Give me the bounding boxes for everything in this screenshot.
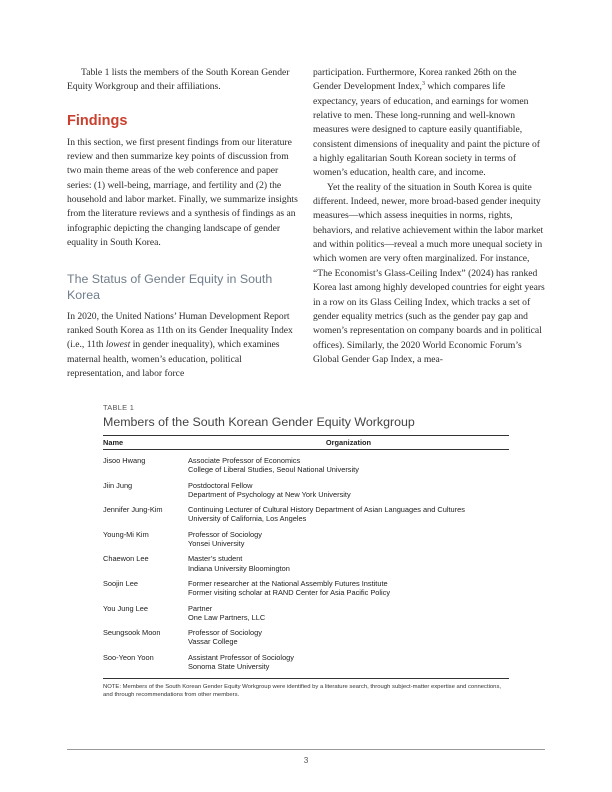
member-organization: [188, 628, 509, 647]
organization-line-1: Postdoctoral Fellow: [188, 480, 253, 490]
organization-line-1: Partner: [188, 603, 213, 613]
members-table: [103, 403, 509, 700]
right-paragraph-1: [313, 66, 546, 181]
organization-line-2: Yonsei University: [188, 539, 245, 549]
table-row: [103, 554, 509, 573]
right-paragraph-2: Yet the reality of the situation in South Korea is quite different. Indeed, newer, more broad-based gender inequity measures—which assess inequities in norms, rights, behaviors, and relative achievement within the labor market and within politics—reveal a much more unequal society in which women are very often marginalized. For instance, “The Economist’s Glass-Ceiling Index” (2024) has ranked Korea last among highly developed countries for eight years in a row on its Glass Ceiling Index, which tracks a set of gender equality metrics (such as the gender pay gap and women’s representation on company boards and in political offices). Similarly, the 2020 World Economic Forum’s Global Gender Gap Index, a mea-: [313, 181, 545, 365]
table-row: [103, 604, 509, 623]
table-row: [103, 579, 509, 598]
organization-line-1: Former researcher at the National Assembly Futures Institute: [188, 578, 388, 588]
table-row: [103, 481, 509, 500]
para1-before: participation. Furthermore, Korea ranked 26th on the Gender Development Index,: [313, 67, 517, 93]
member-name: You Jung Lee: [103, 603, 148, 613]
footer-rule: [67, 749, 545, 750]
right-column: [313, 66, 546, 367]
organization-line-2: Indiana University Bloomington: [188, 563, 290, 573]
page-number: 3: [303, 756, 309, 765]
table-row: [103, 653, 509, 672]
header-name: Name: [103, 438, 124, 447]
table-title: Members of the South Korean Gender Equity Workgroup: [103, 415, 415, 429]
header-organization: Organization: [325, 438, 372, 447]
organization-line-2: University of California, Los Angeles: [188, 514, 307, 524]
member-organization: [188, 604, 509, 623]
organization-line-2: Vassar College: [188, 637, 238, 647]
organization-line-2: Former visiting scholar at RAND Center for Asia Pacific Policy: [188, 588, 391, 598]
para1-after: which compares life expectancy, years of education, and earnings for women relative to men. These long-running and well-known measures were designed to capture easily quantifiable, consistent dimensions of inequality and paint the picture of a highly egalitarian South Korean society in terms of women’s education, health care, and income.: [313, 81, 541, 179]
table-row: [103, 505, 509, 524]
status-text-before: In 2020, the United Nations’ Human Development Report ranked South Korea as 11th on its Gender Inequality Index (i.e., 11th: [67, 310, 293, 351]
organization-line-1: Associate Professor of Economics: [188, 456, 301, 465]
table-body: [103, 456, 509, 671]
member-name: Chaewon Lee: [103, 554, 149, 564]
member-name: Jennifer Jung-Kim: [103, 505, 163, 515]
member-name: Young-Mi Kim: [103, 529, 149, 539]
member-organization: [188, 505, 509, 524]
table-label: TABLE 1: [103, 403, 135, 412]
findings-paragraph: In this section, we first present findings from our literature review and then summarize key points of discussion from two main theme areas of the web conference and paper series: (1) well-being, marriage, and fertility and (2) the household and labor market. Finally, we summarize insights from the literature reviews and a synthesis of findings as an infographic depicting the changing landscape of gender equality in South Korea.: [67, 136, 298, 249]
member-organization: [188, 456, 509, 475]
organization-line-2: Department of Psychology at New York University: [188, 489, 351, 499]
status-heading: The Status of Gender Equity in South Korea: [67, 272, 273, 303]
member-organization: [188, 481, 509, 500]
organization-line-1: Assistant Professor of Sociology: [188, 652, 294, 662]
organization-line-1: Professor of Sociology: [188, 628, 262, 638]
organization-line-1: Professor of Sociology: [188, 529, 262, 539]
table-row: [103, 456, 509, 475]
member-name: Jisoo Hwang: [103, 456, 146, 465]
member-organization: [188, 530, 509, 549]
organization-line-1: Continuing Lecturer of Cultural History Department of Asian Languages and Cultures: [188, 505, 465, 515]
member-name: Soojin Lee: [103, 578, 138, 588]
member-name: Seungsook Moon: [103, 628, 161, 638]
table-header-row: [103, 436, 509, 450]
table-row: [103, 530, 509, 549]
status-text-after: in gender inequality), which examines maternal health, women’s education, political representation, and labor force: [67, 339, 280, 379]
member-name: Soo-Yeon Yoon: [103, 652, 154, 662]
organization-line-1: Master’s student: [188, 554, 243, 564]
status-paragraph: [67, 310, 299, 382]
organization-line-2: One Law Partners, LLC: [188, 612, 266, 622]
intro-paragraph: Table 1 lists the members of the South Korean Gender Equity Workgroup and their affiliations.: [67, 67, 290, 93]
findings-heading: Findings: [67, 112, 128, 129]
table-note: NOTE: Members of the South Korean Gender Equity Workgroup were identified by a literature search, through subject-matter expertise and connections, and through recommendations from other members.: [103, 684, 502, 698]
table-row: [103, 628, 509, 647]
member-name: Jiin Jung: [103, 480, 133, 490]
member-organization: [188, 653, 509, 672]
left-column: [67, 66, 299, 381]
organization-line-2: College of Liberal Studies, Seoul National University: [188, 465, 359, 475]
member-organization: [188, 579, 509, 598]
footnote-marker: 3: [421, 81, 425, 88]
member-organization: [188, 554, 509, 573]
status-text-emph: lowest: [105, 339, 131, 351]
organization-line-2: Sonoma State University: [188, 662, 270, 672]
table-bottom-rule: [103, 678, 509, 679]
